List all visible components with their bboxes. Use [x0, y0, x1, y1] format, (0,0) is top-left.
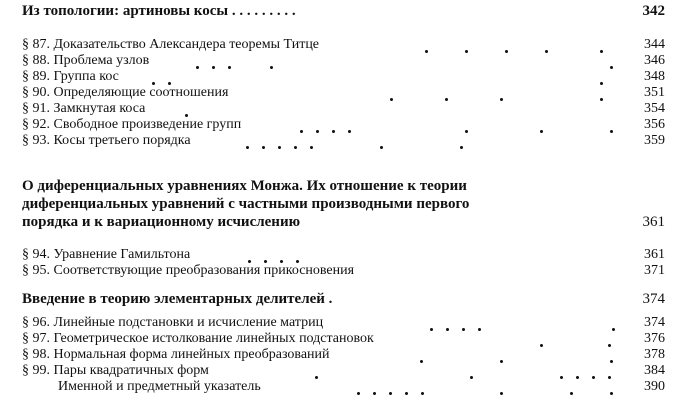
leader-dot [270, 66, 273, 69]
section-label: § 98. Нормальная форма линейных преобразований [22, 347, 330, 362]
leader-dot [348, 130, 351, 133]
section-label: § 89. Группа кос [22, 69, 119, 84]
leader-dot [545, 50, 548, 53]
part-title-line: порядка и к вариационному исчислению [22, 214, 301, 230]
page-number: 378 [644, 347, 665, 362]
part-title: Из топологии: артиновы косы . . . . . . . . . [22, 3, 296, 19]
leader-dot [500, 98, 503, 101]
page-number: 384 [644, 363, 665, 378]
page-number: 344 [644, 37, 665, 52]
section-label: § 87. Доказательство Александера теоремы Титце [22, 37, 320, 52]
page-number: 374 [644, 315, 665, 330]
section-label: § 95. Соответствующие преобразования прикосновения [22, 263, 355, 278]
leader-dot [540, 344, 543, 347]
leader-dot [608, 376, 611, 379]
leader-dot [610, 360, 613, 363]
leader-dot [310, 146, 313, 149]
leader-dot [470, 376, 473, 379]
leader-dot [610, 130, 613, 133]
leader-dot [357, 392, 360, 395]
leader-dot [460, 146, 463, 149]
leader-dot [446, 328, 449, 331]
leader-dot [478, 328, 481, 331]
leader-dot [294, 146, 297, 149]
leader-dot [505, 50, 508, 53]
section-label: § 88. Проблема узлов [22, 53, 150, 68]
leader-dot [212, 66, 215, 69]
page-number: 371 [644, 263, 665, 278]
leader-dot [600, 50, 603, 53]
leader-dot [560, 376, 563, 379]
leader-dot [576, 376, 579, 379]
leader-dot [228, 66, 231, 69]
leader-dot [610, 392, 613, 395]
section-label: § 99. Пары квадратичных форм [22, 363, 209, 378]
leader-dot [421, 392, 424, 395]
page-number: 348 [644, 69, 665, 84]
leader-dot [500, 392, 503, 395]
leader-dot [445, 98, 448, 101]
section-label: § 91. Замкнутая коса [22, 101, 146, 116]
page-number: 361 [642, 214, 665, 230]
section-label: Именной и предметный указатель [58, 379, 261, 394]
leader-dot [373, 392, 376, 395]
leader-dot [540, 130, 543, 133]
leader-dot [612, 328, 615, 331]
leader-dot [610, 66, 613, 69]
leader-dot [196, 66, 199, 69]
page-number: 342 [642, 3, 665, 19]
section-label: § 93. Косы третьего порядка [22, 133, 191, 148]
leader-dot [570, 392, 573, 395]
leader-dot [592, 376, 595, 379]
leader-dot [300, 130, 303, 133]
leader-dot [608, 344, 611, 347]
leader-dot [246, 146, 249, 149]
leader-dot [465, 130, 468, 133]
leader-dot [405, 392, 408, 395]
section-label: § 90. Определяющие соотношения [22, 85, 229, 100]
leader-dot [380, 146, 383, 149]
page-number: 359 [644, 133, 665, 148]
leader-dot [332, 130, 335, 133]
page-number: 374 [642, 291, 665, 307]
leader-dot [315, 376, 318, 379]
leader-dot [465, 50, 468, 53]
leader-dot [316, 130, 319, 133]
leader-dot [600, 82, 603, 85]
page-number: 376 [644, 331, 665, 346]
section-label: § 92. Свободное произведение групп [22, 117, 242, 132]
page-number: 390 [644, 379, 665, 394]
section-label: § 96. Линейные подстановки и исчисление матриц [22, 315, 324, 330]
page-number: 354 [644, 101, 665, 116]
section-label: § 97. Геометрическое истолкование линейных подстановок [22, 331, 374, 346]
leader-dot [430, 328, 433, 331]
leader-dot [389, 392, 392, 395]
part-title-line: О диференциальных уравнениях Монжа. Их отношение к теории [22, 178, 467, 194]
page-number: 351 [644, 85, 665, 100]
page-number: 356 [644, 117, 665, 132]
leader-dot [500, 360, 503, 363]
leader-dot [600, 98, 603, 101]
part-title: Введение в теорию элементарных делителей . [22, 291, 333, 307]
leader-dot [262, 146, 265, 149]
leader-dot [278, 146, 281, 149]
page-number: 361 [644, 247, 665, 262]
leader-dot [425, 50, 428, 53]
part-title-line: диференциальных уравнений с частными производными первого [22, 196, 470, 212]
leader-dot [420, 360, 423, 363]
page-number: 346 [644, 53, 665, 68]
leader-dot [462, 328, 465, 331]
section-label: § 94. Уравнение Гамильтона [22, 247, 191, 262]
leader-dot [390, 98, 393, 101]
